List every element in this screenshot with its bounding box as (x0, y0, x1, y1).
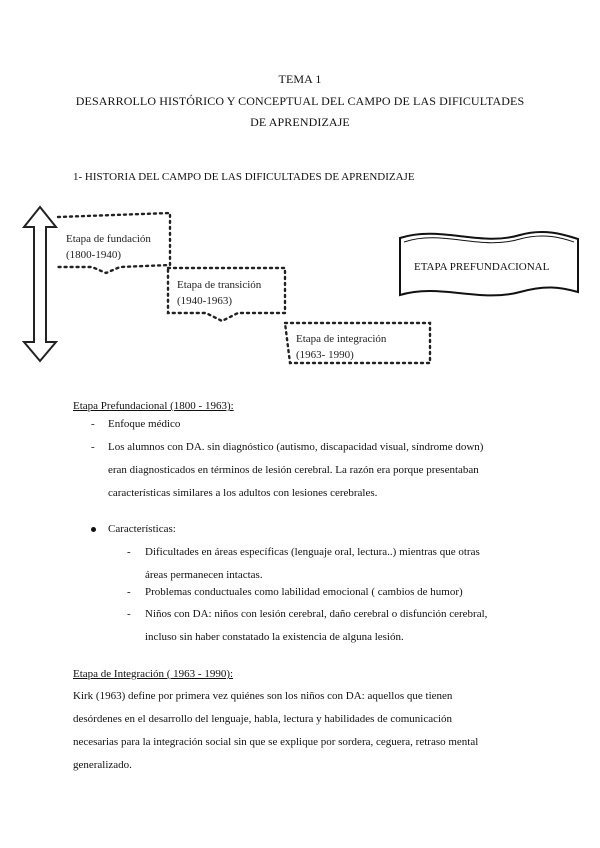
characteristics-label: Características: (108, 523, 176, 535)
integracion-paragraph (73, 685, 529, 777)
stage1-dates: (1800-1940) (66, 249, 121, 261)
char-item-line: Niños con DA: niños con lesión cerebral, daño cerebral o disfunción cerebral, (145, 608, 488, 620)
stage2-name: Etapa de transición (177, 279, 262, 291)
double-arrow-icon (24, 207, 56, 361)
stage3-name: Etapa de integración (296, 333, 387, 345)
char-item (145, 603, 530, 649)
bullet-dot-icon (91, 527, 96, 532)
char-item: Problemas conductuales como labilidad emocional ( cambios de humor) (145, 586, 463, 598)
stage3-label (296, 331, 386, 363)
char-item-line: áreas permanecen intactas. (145, 569, 263, 581)
stage1-label (66, 231, 151, 263)
doc-topic: TEMA 1 (278, 72, 322, 86)
stage2-label (177, 277, 261, 309)
doc-title-continued: DE APRENDIZAJE (250, 115, 350, 129)
bullet-alumnos-line: características similares a los adultos con lesiones cerebrales. (108, 487, 378, 499)
char-item-line: Dificultades en áreas específicas (lenguaje oral, lectura..) mientras que otras (145, 546, 480, 558)
stage2-dates: (1940-1963) (177, 295, 232, 307)
banner-text: ETAPA PREFUNDACIONAL (414, 261, 550, 273)
paragraph-line: Kirk (1963) define por primera vez quiénes son los niños con DA: aquellos que tienen (73, 690, 453, 702)
section-title: 1- HISTORIA DEL CAMPO DE LAS DIFICULTADES DE APRENDIZAJE (73, 171, 415, 183)
paragraph-line: desórdenes en el desarrollo del lenguaje, habla, lectura y habilidades de comunicación (73, 713, 453, 725)
stage3-dates: (1963- 1990) (296, 349, 354, 361)
bullet-alumnos-line: eran diagnosticados en términos de lesión cerebral. La razón era porque presentaban (108, 464, 479, 476)
paragraph-line: necesarias para la integración social sin que se explique por sordera, ceguera, retraso mental (73, 736, 479, 748)
bullet-alumnos-line: Los alumnos con DA. sin diagnóstico (autismo, discapacidad visual, síndrome down) (108, 441, 484, 453)
doc-title: DESARROLLO HISTÓRICO Y CONCEPTUAL DEL CAMPO DE LAS DIFICULTADES (75, 94, 525, 108)
bullet-alumnos (108, 436, 528, 505)
stage1-name: Etapa de fundación (66, 233, 151, 245)
prefundacional-heading: Etapa Prefundacional (1800 - 1963): (73, 400, 234, 412)
char-item-line: incluso sin haber constatado la existencia de alguna lesión. (145, 631, 404, 643)
paragraph-line: generalizado. (73, 759, 132, 771)
bullet-enfoque: Enfoque médico (108, 418, 181, 430)
integracion-heading: Etapa de Integración ( 1963 - 1990): (73, 668, 234, 680)
